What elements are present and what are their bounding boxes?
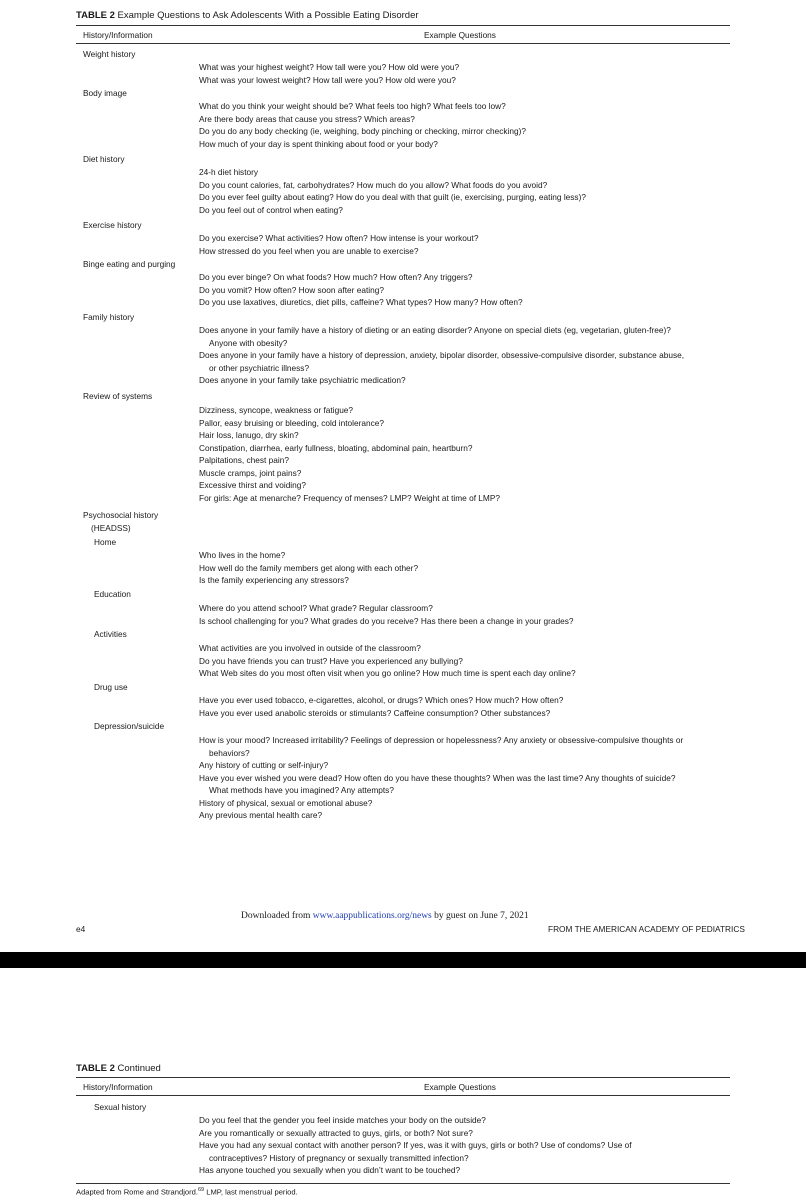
download-link[interactable]: www.aappublications.org/news [312,911,432,921]
question-line: Do you ever binge? On what foods? How much? How often? Any triggers? [199,272,473,282]
question-line: Excessive thirst and voiding? [199,480,306,490]
table-footnote [76,1187,298,1197]
questions-body-image [199,100,526,150]
table-bottom-rule [76,1183,730,1184]
questions-review-of-systems [199,404,500,504]
footnote-reference: 69 [198,1187,205,1193]
question-line: Do you exercise? What activities? How often? How intense is your workout? [199,233,479,243]
question-line: How is your mood? Increased irritability? Feelings of depression or hopelessness? Any anxiety or obsessive-compulsive thoughts or [199,735,684,745]
header-history: History/Information [83,30,153,40]
question-line: History of physical, sexual or emotional abuse? [199,797,373,808]
table-label: TABLE 2 [76,10,115,21]
subcategory-sexual-history: Sexual history [94,1102,147,1112]
table-title-continued [76,1063,161,1074]
question-line-continued: Anyone with obesity? [209,337,288,348]
document-page-2 [0,968,806,1200]
header-history: History/Information [83,1082,153,1092]
question-line: Have you ever wished you were dead? How often do you have these thoughts? When was the last time? Any thoughts of suicide? [199,772,676,783]
questions-exercise-history [199,232,478,257]
download-suffix: by guest on June 7, 2021 [431,911,529,921]
question-line: How well do the family members get along with each other? [199,562,419,573]
subcategory-drug-use: Drug use [94,682,128,692]
publisher-footer: FROM THE AMERICAN ACADEMY OF PEDIATRICS [548,924,745,934]
header-rule [76,1095,730,1096]
question-line: Are there body areas that cause you stress? Which areas? [199,113,415,124]
questions-binge-eating [199,271,523,309]
question-line: Palpitations, chest pain? [199,455,289,465]
footnote-rest: LMP, last menstrual period. [204,1187,298,1197]
question-line-continued: or other psychiatric illness? [209,362,310,373]
question-line: Dizziness, syncope, weakness or fatigue? [199,405,354,415]
download-prefix: Downloaded from [241,911,313,921]
question-line: Have you ever used anabolic steroids or stimulants? Caffeine consumption? Other substances? [199,707,551,718]
questions-activities [199,642,576,680]
question-line: Any previous mental health care? [199,810,323,820]
table-top-rule [76,25,730,26]
question-line: Any history of cutting or self-injury? [199,760,329,770]
question-line: Has anyone touched you sexually when you didn’t want to be touched? [199,1165,461,1175]
question-line: Do you have friends you can trust? Have you experienced any bullying? [199,655,463,666]
question-line: Do you vomit? How often? How soon after eating? [199,284,384,295]
question-line: Muscle cramps, joint pains? [199,467,302,478]
question-line: Are you romantically or sexually attracted to guys, girls, or both? Not sure? [199,1127,473,1138]
question-line: Have you had any sexual contact with another person? If yes, was it with guys, girls or both? Use of condoms? Use of [199,1140,632,1150]
question-line: Do you do any body checking (ie, weighing, body pinching or checking, mirror checking)? [199,126,526,136]
table-label: TABLE 2 [76,1063,115,1074]
category-weight-history: Weight history [83,49,136,59]
table-caption: Continued [117,1063,161,1074]
question-line: Does anyone in your family have a history of dieting or an eating disorder? Anyone on special diets (eg, vegetarian, gluten-free)? [199,325,671,335]
question-line: Who lives in the home? [199,550,286,560]
subcategory-home: Home [94,537,117,547]
questions-weight-history [199,61,459,86]
category-review-of-systems: Review of systems [83,391,153,401]
subcategory-education: Education [94,589,131,599]
category-psychosocial-history: Psychosocial history [83,510,159,520]
question-line: Does anyone in your family take psychiatric medication? [199,375,406,385]
question-line-continued: contraceptives? History of pregnancy or sexually transmitted infection? [209,1152,469,1163]
question-line: Is the family experiencing any stressors? [199,575,349,585]
question-line: Do you count calories, fat, carbohydrates? How much do you allow? What foods do you avoid? [199,179,548,190]
question-line: Pallor, easy bruising or bleeding, cold intolerance? [199,417,384,428]
table-top-rule [76,1077,730,1078]
subcategory-activities: Activities [94,629,127,639]
question-line: Does anyone in your family have a history of depression, anxiety, bipolar disorder, obsessive-compulsive disorder, substance abuse, [199,350,685,360]
question-line: Hair loss, lanugo, dry skin? [199,430,299,440]
header-questions: Example Questions [424,1082,496,1092]
question-line: Do you ever feel guilty about eating? How do you deal with that guilt (ie, exercising, purging, eating less)? [199,192,586,202]
category-diet-history: Diet history [83,154,125,164]
category-binge-eating: Binge eating and purging [83,259,176,269]
questions-diet-history [199,166,586,216]
header-rule [76,43,730,44]
category-body-image: Body image [83,88,127,98]
questions-family-history [199,324,684,387]
category-headss: (HEADSS) [91,523,131,533]
question-line: What activities are you involved in outside of the classroom? [199,643,421,653]
question-line: Do you feel that the gender you feel inside matches your body on the outside? [199,1115,486,1125]
questions-sexual-history [199,1114,632,1177]
question-line: Constipation, diarrhea, early fullness, bloating, abdominal pain, heartburn? [199,442,473,453]
question-line-continued: behaviors? [209,747,250,758]
question-line: What do you think your weight should be? What feels too high? What feels too low? [199,101,506,111]
category-family-history: Family history [83,312,135,322]
question-line: Where do you attend school? What grade? Regular classroom? [199,603,433,613]
question-line: Have you ever used tobacco, e-cigarettes, alcohol, or drugs? Which ones? How much? How often? [199,695,564,705]
footnote-text: Adapted from Rome and Strandjord. [76,1187,198,1197]
question-line: How much of your day is spent thinking about food or your body? [199,138,438,149]
subcategory-depression-suicide: Depression/suicide [94,721,165,731]
question-line: Do you feel out of control when eating? [199,204,343,215]
questions-drug-use [199,694,563,719]
question-line: What was your lowest weight? How tall were you? How old were you? [199,74,456,85]
question-line-continued: What methods have you imagined? Any attempts? [209,785,394,795]
questions-education [199,602,574,627]
question-line: What was your highest weight? How tall were you? How old were you? [199,62,460,72]
question-line: What Web sites do you most often visit when you go online? How much time is spent each day online? [199,668,576,678]
question-line: Is school challenging for you? What grades do you receive? Has there been a change in your grades? [199,615,574,626]
question-line: How stressed do you feel when you are unable to exercise? [199,245,419,256]
category-exercise-history: Exercise history [83,220,142,230]
table-title [76,10,419,21]
table-caption: Example Questions to Ask Adolescents With a Possible Eating Disorder [117,10,419,21]
header-questions: Example Questions [424,30,496,40]
question-line: For girls: Age at menarche? Frequency of menses? LMP? Weight at time of LMP? [199,492,500,503]
question-line: 24-h diet history [199,167,259,177]
questions-depression-suicide [199,734,683,822]
page-number: e4 [76,924,86,934]
download-notice [241,911,529,921]
question-line: Do you use laxatives, diuretics, diet pills, caffeine? What types? How many? How often? [199,297,523,307]
questions-home [199,549,418,587]
